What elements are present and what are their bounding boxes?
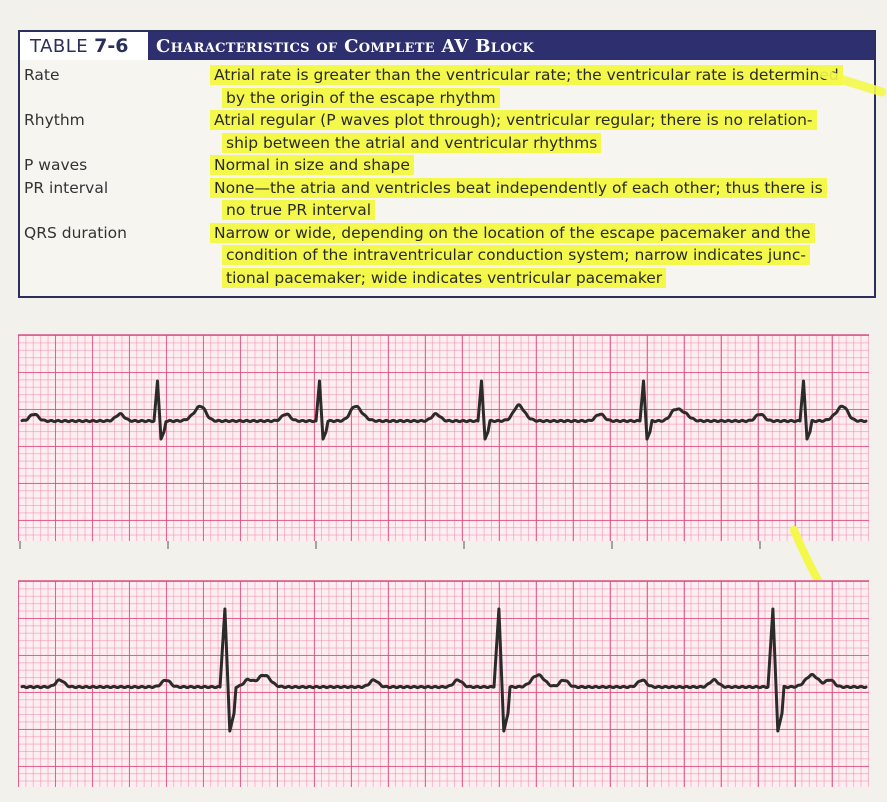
table-row-qrs-duration [24, 222, 874, 290]
row-description [214, 109, 858, 154]
row-description [214, 154, 858, 177]
table-rows [24, 64, 874, 289]
table-word: TABLE [30, 35, 89, 57]
table-row-rhythm [24, 109, 874, 154]
description-line: no true PR interval [226, 201, 372, 219]
ecg-trace [18, 581, 869, 787]
highlighter-streak [820, 64, 886, 104]
ecg-strip-wide-qrs [18, 580, 869, 787]
row-label: P waves [24, 156, 88, 174]
description-line: None—the atria and ventricles beat independently of each other; thus there is [214, 178, 823, 197]
description-line: Normal in size and shape [214, 156, 410, 174]
row-label: Rate [24, 66, 60, 84]
row-label: QRS duration [24, 223, 127, 242]
row-label: Rhythm [24, 111, 85, 129]
table-header [18, 30, 876, 60]
row-description [214, 64, 858, 109]
table-number: 7-6 [94, 35, 129, 57]
description-line: Narrow or wide, depending on the location of the escape pacemaker and the [214, 223, 811, 242]
table-title: Characteristics of Complete AV Block [148, 32, 874, 60]
description-line: tional pacemaker; wide indicates ventricular pacemaker [226, 268, 663, 287]
table-row-pr-interval [24, 177, 874, 222]
row-label: PR interval [24, 178, 109, 197]
strip-time-ticks [18, 541, 869, 551]
description-line: Atrial rate is greater than the ventricular rate; the ventricular rate is determined [214, 66, 839, 84]
table-row-p-waves [24, 154, 874, 177]
table-number-label [20, 32, 148, 60]
table-row-rate [24, 64, 874, 109]
description-line: Atrial regular (P waves plot through); ventricular regular; there is no relation- [214, 111, 813, 129]
description-line: ship between the atrial and ventricular rhythms [226, 133, 598, 152]
ecg-strip-narrow-qrs [18, 334, 869, 541]
row-description [214, 177, 858, 222]
description-line: by the origin of the escape rhythm [226, 88, 496, 107]
ecg-trace [18, 335, 869, 541]
description-line: condition of the intraventricular conduction system; narrow indicates junc- [226, 246, 806, 264]
row-description [214, 222, 858, 290]
